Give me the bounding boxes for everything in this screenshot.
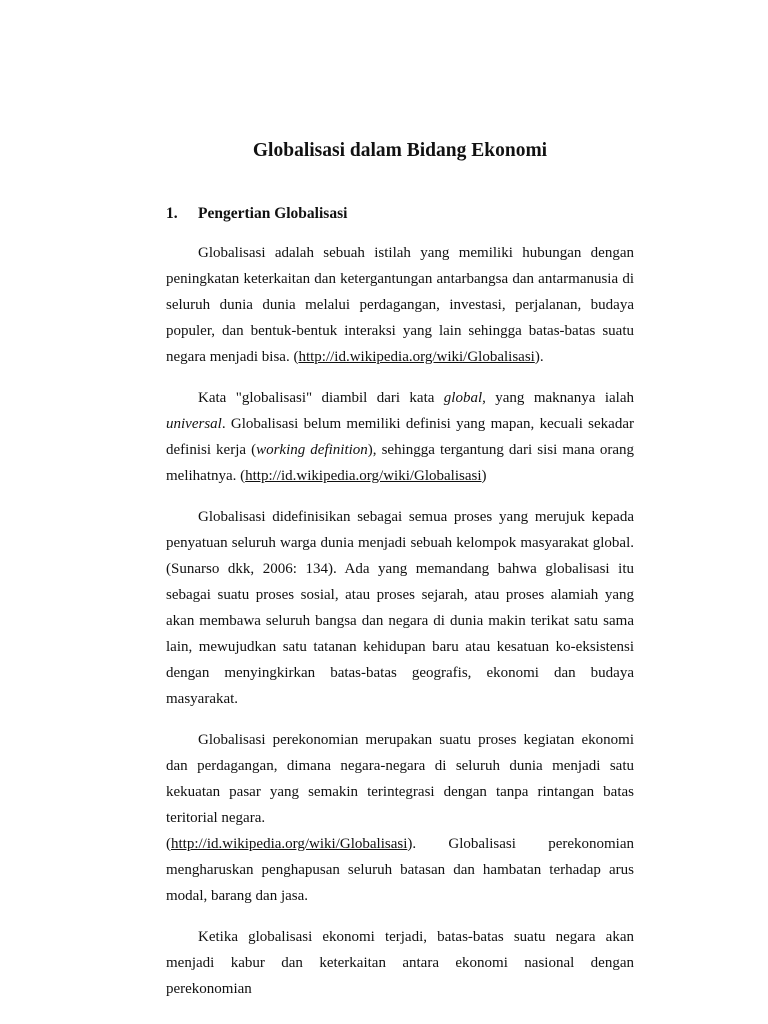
section-heading <box>166 205 347 223</box>
paragraph-2-text-a: Kata "globalisasi" diambil dari kata <box>198 390 444 406</box>
wikipedia-link[interactable]: http://id.wikipedia.org/wiki/Globalisasi <box>245 468 482 484</box>
term-global: global <box>443 390 483 406</box>
paragraph-5: Ketika globalisasi ekonomi terjadi, batas-batas suatu negara akan menjadi kabur dan keterkaitan antara ekonomi nasional dengan perekonomian <box>166 929 634 997</box>
document-body <box>166 240 634 1017</box>
paragraph-4-tail: mengharuskan penghapusan seluruh batasan dan hambatan terhadap arus modal, barang dan jasa. <box>166 862 634 904</box>
paragraph-1-end: ). <box>534 349 544 365</box>
document-title: Globalisasi dalam Bidang Ekonomi <box>252 140 548 161</box>
paragraph-4-word-2: perekonomian <box>548 836 634 852</box>
paragraph-2 <box>166 385 634 489</box>
paragraph-1 <box>166 240 634 370</box>
term-working-definition: working definition <box>256 442 368 458</box>
paragraph-4-citation <box>166 831 416 857</box>
paragraph-4-text: Globalisasi perekonomian merupakan suatu proses kegiatan ekonomi dan perdagangan, dimana negara-negara di seluruh dunia menjadi satu kekuatan pasar yang semakin terintegrasi dengan tanpa rintangan batas teritorial negara. <box>166 732 634 826</box>
section-number: 1. <box>166 205 178 222</box>
citation-close: ). <box>407 836 417 852</box>
paragraph-4-word-1: Globalisasi <box>448 836 516 852</box>
wikipedia-link[interactable]: http://id.wikipedia.org/wiki/Globalisasi <box>171 836 408 852</box>
wikipedia-link[interactable]: http://id.wikipedia.org/wiki/Globalisasi <box>298 349 535 365</box>
paragraph-1-text: Globalisasi adalah sebuah istilah yang memiliki hubungan dengan peningkatan keterkaitan dan ketergantungan antarbangsa dan antarmanusia di seluruh dunia dunia melalui perdagangan, investasi, perjalanan, budaya populer, dan bentuk-bentuk interaksi yang lain sehingga batas-batas suatu negara menjadi bisa. ( <box>166 245 634 365</box>
paragraph-4 <box>166 727 634 831</box>
section-label: Pengertian Globalisasi <box>198 205 348 222</box>
paragraph-2-text-c: . Globalisasi belum memiliki definisi yang mapan, kecuali sekadar definisi kerja ( <box>166 416 634 458</box>
term-universal: universal <box>166 416 222 432</box>
citation-open: ( <box>166 836 171 852</box>
paragraph-2-text-b: , yang maknanya ialah <box>482 390 634 406</box>
paragraph-2-text-d: ), sehingga tergantung dari sisi mana orang melihatnya. ( <box>166 442 635 484</box>
paragraph-3: Globalisasi didefinisikan sebagai semua proses yang merujuk kepada penyatuan seluruh warga dunia menjadi sebuah kelompok masyarakat global. (Sunarso dkk, 2006: 134). Ada yang memandang bahwa globalisasi itu sebagai suatu proses sosial, atau proses sejarah, atau proses alamiah yang akan membawa seluruh bangsa dan negara di dunia makin terikat satu sama lain, mewujudkan satu tatanan kehidupan baru atau kesatuan ko-eksistensi dengan menyingkirkan batas-batas geografis, ekonomi dan budaya masyarakat. <box>166 509 634 707</box>
paragraph-4-citation-line <box>166 831 634 857</box>
paragraph-2-end: ) <box>481 468 487 484</box>
